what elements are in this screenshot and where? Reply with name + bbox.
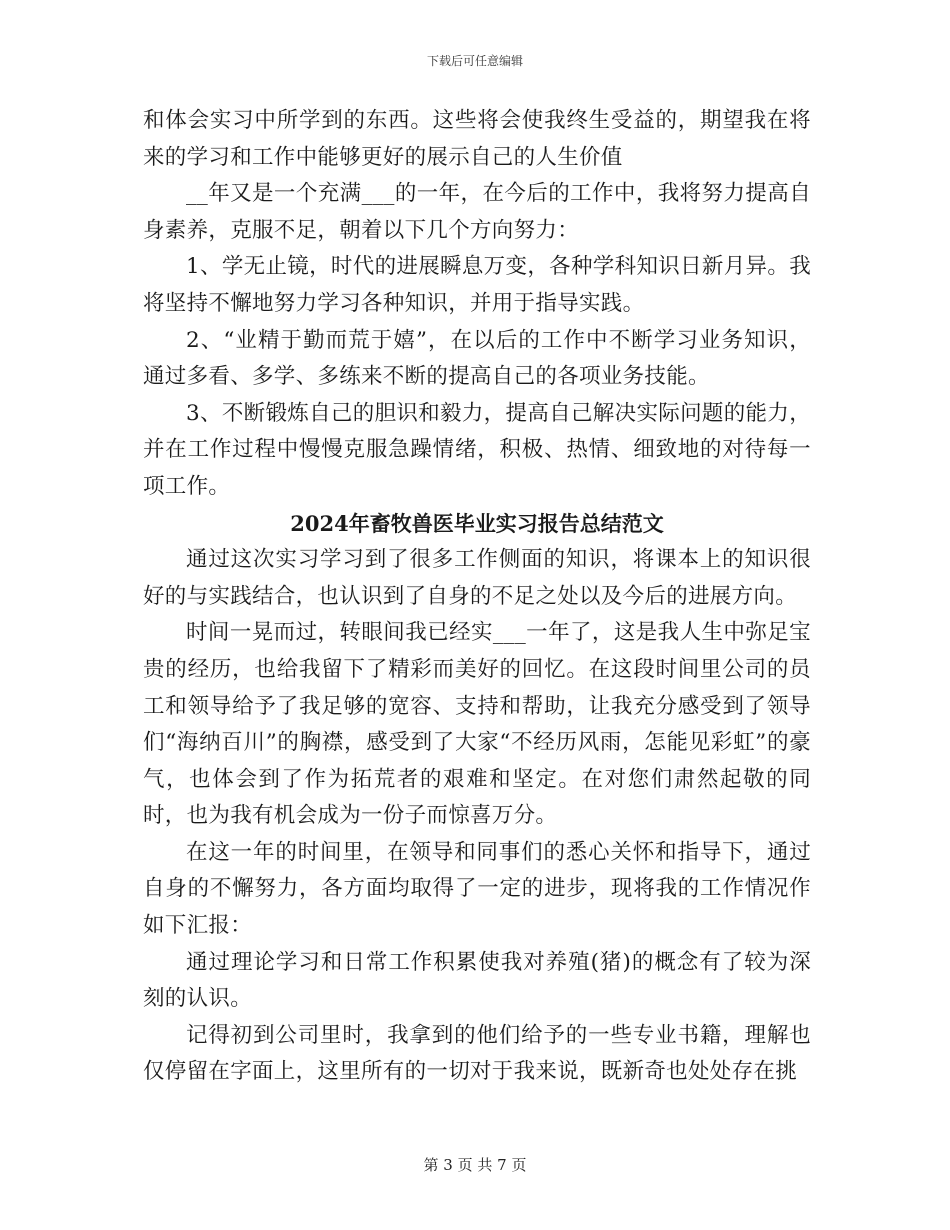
section-paragraph-5: 记得初到公司里时，我拿到的他们给予的一些专业书籍，理解也仅停留在字面上，这里所有的一切对于我来说，既新奇也处处存在挑 <box>143 1022 811 1085</box>
paragraph-continuation: 和体会实习中所学到的东西。这些将会使我终生受益的，期望我在将来的学习和工作中能够更好的展示自己的人生价值 <box>143 108 811 170</box>
section-paragraph-4: 通过理论学习和日常工作积累使我对养殖(猪)的概念有了较为深刻的认识。 <box>143 949 811 1012</box>
section-paragraph-3: 在这一年的时间里，在领导和同事们的悉心关怀和指导下，通过自身的不懈努力，各方面均取得了一定的进步，现将我的工作情况作如下汇报： <box>143 839 811 939</box>
section-paragraph-2: 时间一晃而过，转眼间我已经实___一年了，这是我人生中弥足宝贵的经历，也给我留下了精彩而美好的回忆。在这段时间里公司的员工和领导给予了我足够的宽容、支持和帮助，让我充分感受到了领导们“海纳百川”的胸襟，感受到了大家“不经历风雨，怎能见彩虹”的豪气，也体会到了作为拓荒者的艰难和坚定。在对您们肃然起敬的同时，也为我有机会成为一份子而惊喜万分。 <box>143 620 811 829</box>
document-body <box>143 103 811 1091</box>
page-number: 第 3 页 共 7 页 <box>423 1156 527 1174</box>
paragraph-point-2: 2、“业精于勤而荒于嬉”，在以后的工作中不断学习业务知识，通过多看、多学、多练来不断的提高自己的各项业务技能。 <box>143 327 811 390</box>
header-note: 下载后可任意编辑 <box>426 54 523 68</box>
paragraph-outlook: __年又是一个充满___的一年，在今后的工作中，我将努力提高自身素养，克服不足，朝着以下几个方向努力： <box>143 181 811 243</box>
section-paragraph-1: 通过这次实习学习到了很多工作侧面的知识，将课本上的知识很好的与实践结合，也认识到了自身的不足之处以及今后的进展方向。 <box>143 547 811 609</box>
section-title: 2024年畜牧兽医毕业实习报告总结范文 <box>290 510 664 536</box>
paragraph-point-1: 1、学无止镜，时代的进展瞬息万变，各种学科知识日新月异。我将坚持不懈地努力学习各种知识，并用于指导实践。 <box>143 254 811 316</box>
paragraph-point-3: 3、不断锻炼自己的胆识和毅力，提高自己解决实际问题的能力，并在工作过程中慢慢克服急躁情绪，积极、热情、细致地的对待每一项工作。 <box>143 400 811 499</box>
